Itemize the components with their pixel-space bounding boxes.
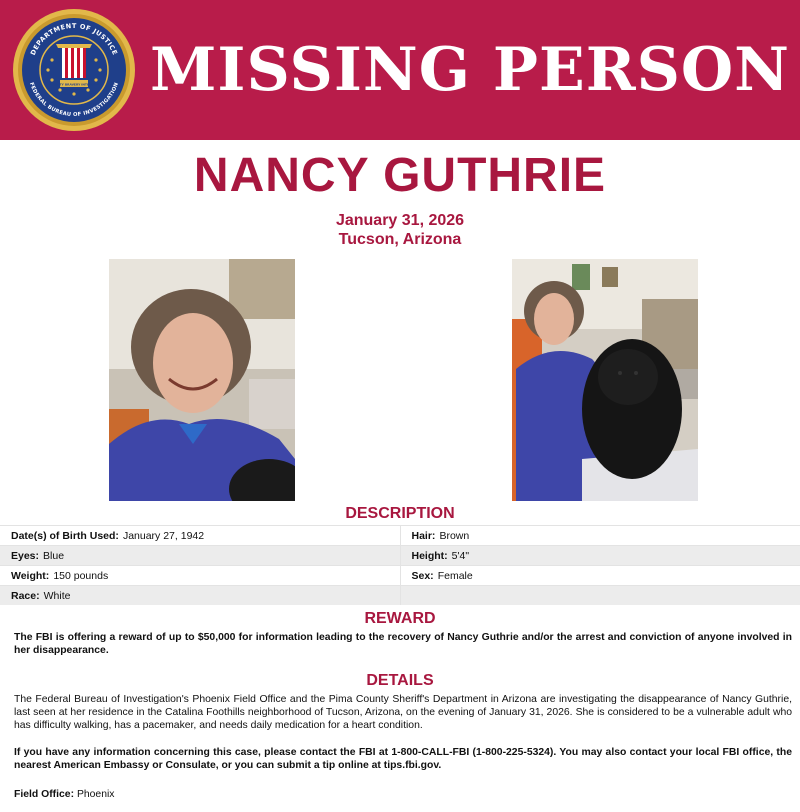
details-title: DETAILS xyxy=(366,672,434,689)
hair-label: Hair: xyxy=(411,529,436,542)
height-label: Height: xyxy=(411,549,448,562)
header-banner xyxy=(0,0,800,140)
photo-portrait xyxy=(109,259,295,501)
banner-title: MISSING PERSON xyxy=(150,35,791,105)
description-table xyxy=(0,525,800,605)
sex-label: Sex: xyxy=(411,569,434,582)
details-text: The Federal Bureau of Investigation's Phoenix Field Office and the Pima County Sheriff's Department in Arizona are investigating the disappearance of Nancy Guthrie, last seen at her residence in the Catalina Foothills neighborhood of Tucson, Arizona, on the evening of January 31, 2026. She is considered to be a vulnerable adult who has difficulty walking, has a pacemaker, and needs daily medication for a heart condition. xyxy=(14,694,792,731)
field-office xyxy=(14,788,792,801)
fbi-seal-logo xyxy=(12,8,136,132)
reward-text: The FBI is offering a reward of up to $50,000 for information leading to the recovery of Nancy Guthrie and/or the arrest and conviction of anyone involved in her disappearance. xyxy=(14,632,792,656)
photo-with-dog xyxy=(512,259,698,501)
reward-title: REWARD xyxy=(364,610,436,627)
missing-location: Tucson, Arizona xyxy=(338,231,462,248)
table-row xyxy=(0,586,800,606)
race-label: Race: xyxy=(11,589,40,602)
eyes-label: Eyes: xyxy=(11,549,40,562)
svg-text:FIDELITY BRAVERY INTEGRITY: FIDELITY BRAVERY INTEGRITY xyxy=(48,82,100,87)
person-name: NANCY GUTHRIE xyxy=(193,149,607,202)
missing-date: January 31, 2026 xyxy=(335,212,465,229)
svg-text:DEPARTMENT OF JUSTICE: DEPARTMENT OF JUSTICE xyxy=(28,21,120,57)
table-row xyxy=(0,566,800,586)
weight-label: Weight: xyxy=(11,569,50,582)
hair-value: Brown xyxy=(439,529,470,542)
race-value: White xyxy=(43,589,71,602)
dob-value: January 27, 1942 xyxy=(122,529,205,542)
field-office-label: Field Office: xyxy=(14,789,75,800)
table-row xyxy=(0,526,800,546)
weight-value: 150 pounds xyxy=(53,569,109,582)
field-office-value: Phoenix xyxy=(76,789,115,800)
table-row xyxy=(0,546,800,566)
svg-text:FEDERAL BUREAU OF INVESTIGATIO: FEDERAL BUREAU OF INVESTIGATION xyxy=(27,81,121,119)
dob-label: Date(s) of Birth Used: xyxy=(11,529,119,542)
sex-value: Female xyxy=(437,569,473,582)
contact-text: If you have any information concerning this case, please contact the FBI at 1-800-CALL-FBI (1-800-225-5324). You may also contact your local FBI office, the nearest American Embassy or Consulate, or you can submit a tip online at tips.fbi.gov. xyxy=(14,747,792,771)
height-value: 5'4" xyxy=(451,549,470,562)
description-title: DESCRIPTION xyxy=(345,505,455,522)
eyes-value: Blue xyxy=(43,549,65,562)
